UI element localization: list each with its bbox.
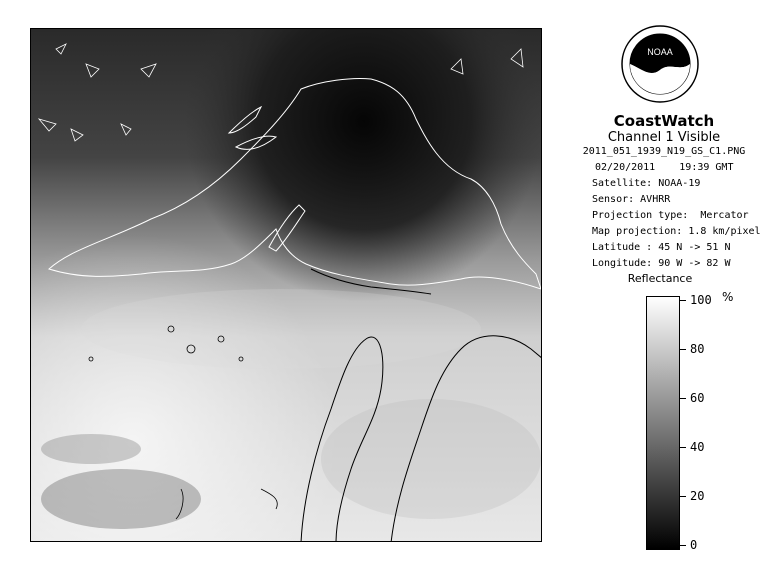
reflectance-colorbar: [646, 296, 680, 550]
channel-subtitle: Channel 1 Visible: [607, 130, 721, 145]
image-filename: 2011_051_1939_N19_GS_C1.PNG: [582, 146, 746, 157]
colorbar-tick-label: 0: [690, 538, 698, 552]
latitude-info: Latitude : 45 N -> 51 N: [592, 242, 731, 253]
page-title: CoastWatch: [613, 112, 715, 130]
colorbar-label: Reflectance: [627, 272, 693, 285]
colorbar-tick: [680, 496, 686, 497]
colorbar-tick-label: 20: [690, 489, 705, 503]
projection-type-info: Projection type: Mercator: [592, 210, 749, 221]
colorbar-tick-label: 40: [690, 440, 705, 454]
colorbar-unit: %: [722, 290, 734, 304]
map-projection-info: Map projection: 1.8 km/pixel: [592, 226, 761, 237]
colorbar-tick-label: 60: [690, 391, 705, 405]
satellite-info: Satellite: NOAA-19: [592, 178, 701, 189]
longitude-info: Longitude: 90 W -> 82 W: [592, 258, 731, 269]
satellite-image: [30, 28, 542, 542]
colorbar-tick: [680, 398, 686, 399]
colorbar-tick: [680, 545, 686, 546]
sensor-info: Sensor: AVHRR: [592, 194, 671, 205]
colorbar-tick-label: 80: [690, 342, 705, 356]
colorbar-tick-label: 100: [690, 293, 712, 307]
colorbar-tick: [680, 300, 686, 301]
acquisition-datetime: 02/20/2011 19:39 GMT: [595, 162, 734, 173]
colorbar-tick: [680, 447, 686, 448]
noaa-logo-icon: [620, 24, 700, 104]
colorbar-tick: [680, 349, 686, 350]
logo-text: NOAA: [647, 47, 673, 57]
